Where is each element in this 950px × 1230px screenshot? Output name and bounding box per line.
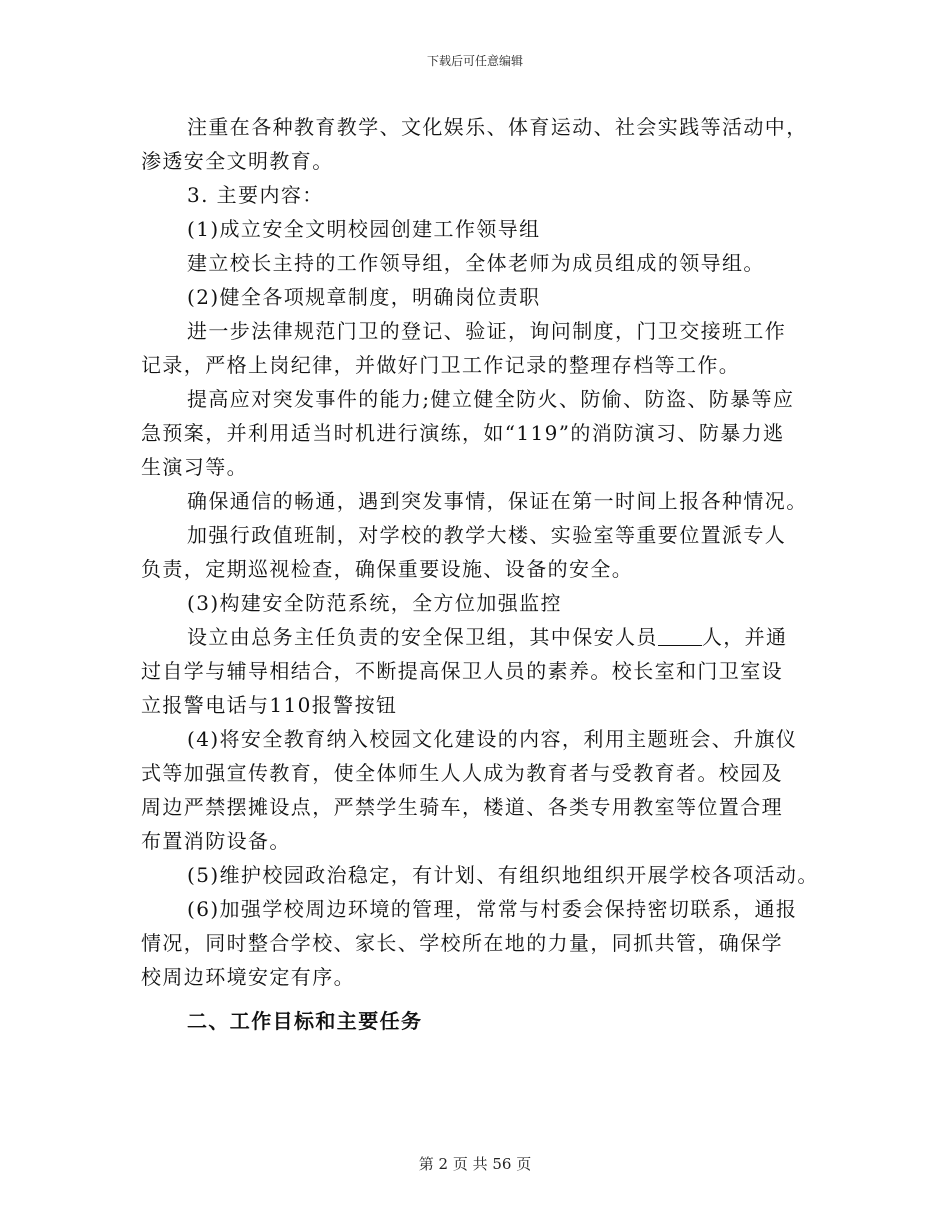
fill-in-blank [658, 625, 702, 646]
paragraph-text: 人，并通 [701, 625, 788, 649]
paragraph-line: 记录，严格上岗纪律，并做好门卫工作记录的整理存档等工作。 [141, 353, 741, 377]
document-body [141, 110, 831, 1038]
paragraph-line: 校周边环境安定有序。 [141, 965, 355, 989]
subsection-title: (5)维护校园政治稳定，有计划、有组织地组织开展学校各项活动。 [187, 863, 819, 887]
paragraph-line: 进一步法律规范门卫的登记、验证，询问制度，门卫交接班工作 [187, 319, 787, 343]
paragraph-line: 负责，定期巡视检查，确保重要设施、设备的安全。 [141, 557, 634, 581]
paragraph-line: 确保通信的畅通，遇到突发事情，保证在第一时间上报各种情况。 [187, 489, 808, 513]
paragraph-line: 生演习等。 [141, 455, 248, 479]
page-header: 下载后可任意编辑 [426, 54, 523, 68]
paragraph-line: 情况，同时整合学校、家长、学校所在地的力量，同抓共管，确保学 [141, 931, 783, 955]
paragraph-line: 式等加强宣传教育，使全体师生人人成为教育者与受教育者。校园及 [141, 761, 783, 785]
paragraph-line: 布置消防设备。 [141, 829, 291, 853]
paragraph-line: 注重在各种教育教学、文化娱乐、体育运动、社会实践等活动中， [187, 115, 808, 139]
paragraph-line: 加强行政值班制，对学校的教学大楼、实验室等重要位置派专人 [187, 523, 787, 547]
subsection-title: (2)健全各项规章制度，明确岗位责职 [187, 285, 541, 309]
subsection-title: (4)将安全教育纳入校园文化建设的内容，利用主题班会、升旗仪 [187, 727, 798, 751]
paragraph-text: 设立由总务主任负责的安全保卫组，其中保安人员 [187, 625, 658, 649]
section-heading: 二、工作目标和主要任务 [187, 1009, 423, 1033]
subsection-title: (3)构建安全防范系统，全方位加强监控 [187, 591, 562, 615]
paragraph-line: 渗透安全文明教育。 [141, 149, 334, 173]
section-label: 3. 主要内容： [187, 183, 324, 207]
paragraph-line: 周边严禁摆摊设点，严禁学生骑车，楼道、各类专用教室等位置合理 [141, 795, 783, 819]
subsection-title: (1)成立安全文明校园创建工作领导组 [187, 217, 541, 241]
paragraph-line: 立报警电话与110报警按钮 [141, 693, 398, 717]
paragraph-line: 提高应对突发事件的能力;健立健全防火、防偷、防盗、防暴等应 [187, 387, 795, 411]
paragraph-line: 过自学与辅导相结合，不断提高保卫人员的素养。校长室和门卫室设 [141, 659, 783, 683]
paragraph-line [141, 620, 831, 654]
paragraph-line: 急预案，并利用适当时机进行演练，如“119”的消防演习、防暴力逃 [141, 421, 785, 445]
page-footer: 第 2 页 共 56 页 [418, 1155, 532, 1173]
subsection-title: (6)加强学校周边环境的管理，常常与村委会保持密切联系，通报 [187, 897, 798, 921]
paragraph-line: 建立校长主持的工作领导组，全体老师为成员组成的领导组。 [187, 251, 765, 275]
